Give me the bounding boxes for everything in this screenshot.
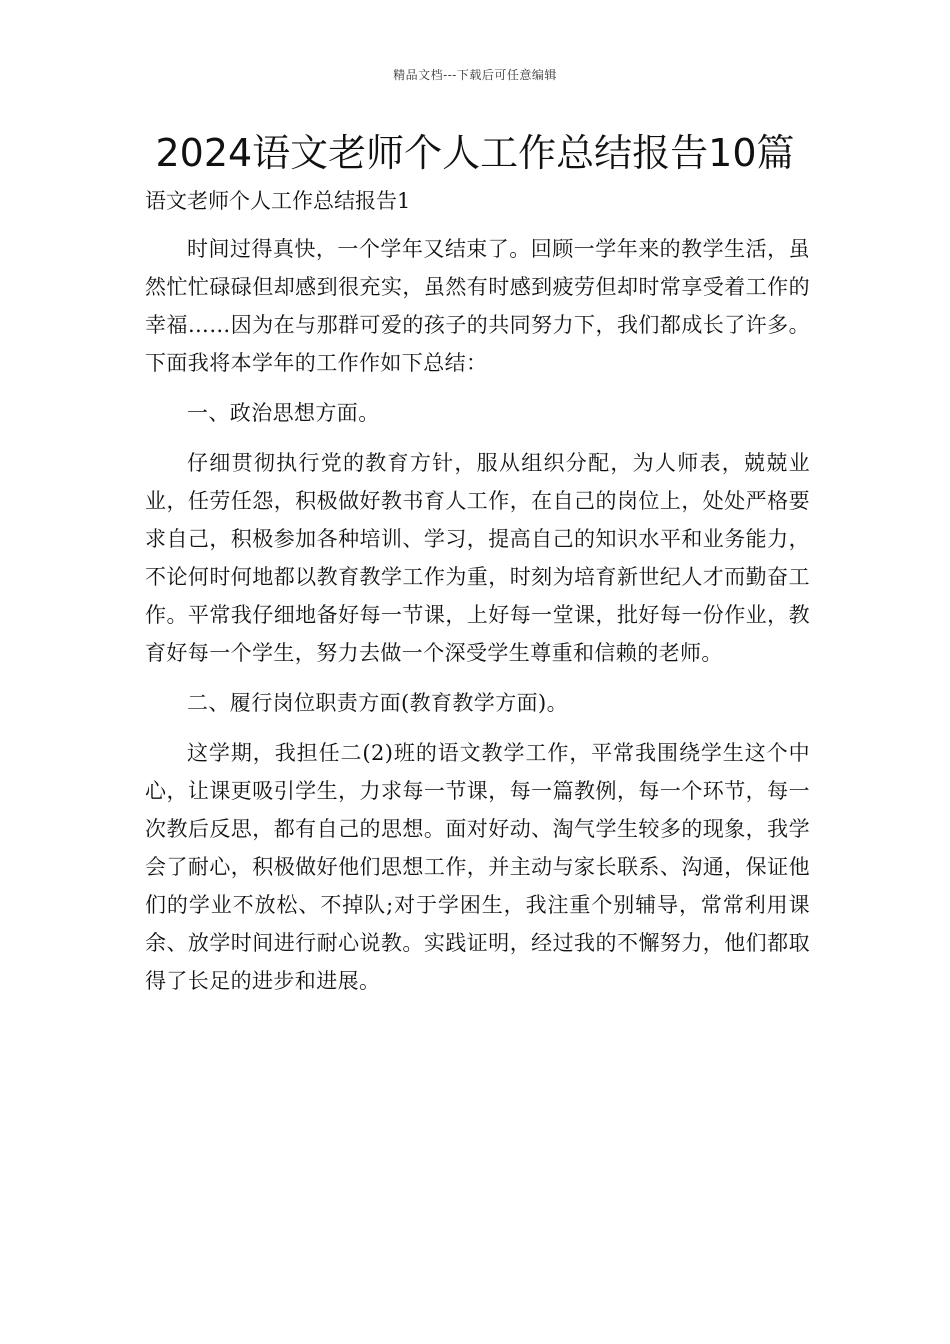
document-title: 2024语文老师个人工作总结报告10篇 <box>155 131 795 175</box>
section-subtitle: 语文老师个人工作总结报告1 <box>145 189 411 213</box>
header-note: 精品文档---下载后可任意编辑 <box>393 68 557 82</box>
paragraph-duties: 这学期，我担任二(2)班的语文教学工作，平常我围绕学生这个中心，让课更吸引学生，力求每一节课，每一篇教例，每一个环节，每一次教后反思，都有自己的思想。面对好动、淘气学生较多的现象，我学会了耐心，积极做好他们思想工作，并主动与家长联系、沟通，保证他们的学业不放松、不掉队;对于学困生，我注重个别辅导，常常利用课余、放学时间进行耐心说教。实践证明，经过我的不懈努力，他们都取得了长足的进步和进展。 <box>145 741 810 993</box>
paragraph-political: 仔细贯彻执行党的教育方针，服从组织分配，为人师表，兢兢业业，任劳任怨，积极做好教书育人工作，在自己的岗位上，处处严格要求自己，积极参加各种培训、学习，提高自己的知识水平和业务能力，不论何时何地都以教育教学工作为重，时刻为培育新世纪人才而勤奋工作。平常我仔细地备好每一节课，上好每一堂课，批好每一份作业，教育好每一个学生，努力去做一个深受学生尊重和信赖的老师。 <box>145 451 810 665</box>
heading-political: 一、政治思想方面。 <box>187 401 380 425</box>
paragraph-intro: 时间过得真快，一个学年又结束了。回顾一学年来的教学生活，虽然忙忙碌碌但却感到很充实，虽然有时感到疲劳但却时常享受着工作的幸福……因为在与那群可爱的孩子的共同努力下，我们都成长了许多。下面我将本学年的工作作如下总结： <box>145 237 810 375</box>
heading-duties: 二、履行岗位职责方面(教育教学方面)。 <box>187 691 568 715</box>
document-body <box>145 186 810 1012</box>
